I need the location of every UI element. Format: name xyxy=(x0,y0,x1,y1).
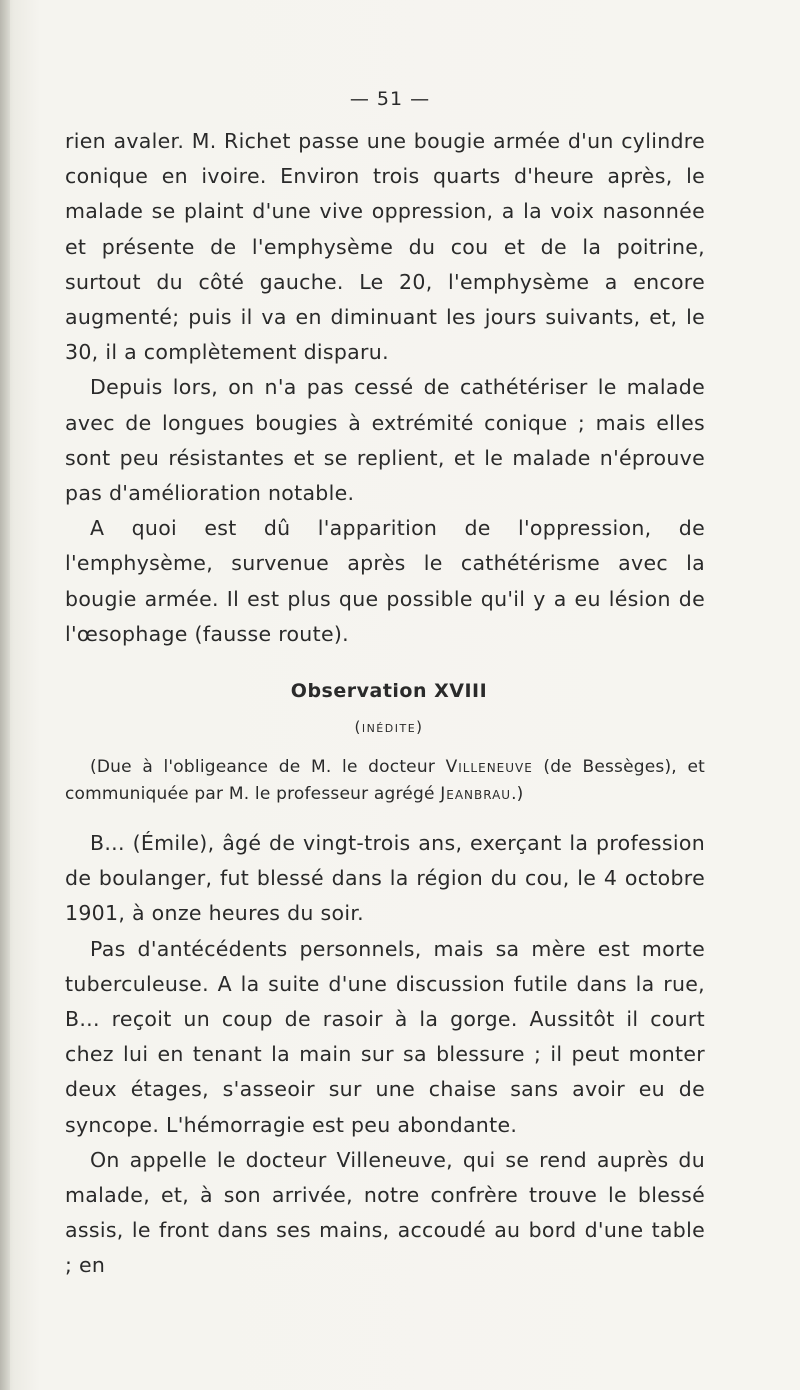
note-text-2: (de Bessèges), et communiquée par M. le professeur agrégé xyxy=(65,757,705,805)
paragraph-cathetersim: Depuis lors, on n'a pas cessé de cathétériser le malade avec de longues bougies à extrémité conique ; mais elles sont peu résistantes et se replient, et le malade n'éprouve pas d'amélioration notable. xyxy=(65,375,705,506)
note-text-1: (Due à l'obligeance de M. le docteur xyxy=(90,757,446,778)
page-spine-shadow xyxy=(0,0,10,1390)
paragraph-history: Pas d'antécédents personnels, mais sa mère est morte tuberculeuse. A la suite d'une discussion futile dans la rue, B... reçoit un coup de rasoir à la gorge. Aussitôt il court chez lui en tenant la main sur sa blessure ; il peut monter deux étages, s'asseoir sur une chaise sans avoir eu de syncope. L'hémorragie est peu abondante. xyxy=(65,936,705,1137)
observation-subtitle: (inédite) xyxy=(354,718,424,737)
note-name-jeanbrau: Jeanbrau xyxy=(440,784,512,805)
paragraph-emphysema-cause: A quoi est dû l'apparition de l'oppression, de l'emphysème, survenue après le cathétérisme avec la bougie armée. Il est plus que possible qu'il y a eu lésion de l'œsophage (fausse route). xyxy=(65,516,705,646)
note-text-3: .) xyxy=(511,784,524,805)
page-content xyxy=(65,88,705,1284)
page-number: — 51 — xyxy=(349,88,431,110)
note-name-villeneuve: Villeneuve xyxy=(445,757,533,778)
paragraph-continuation: rien avaler. M. Richet passe une bougie armée d'un cylindre conique en ivoire. Environ trois quarts d'heure après, le malade se plaint d'une vive oppression, a la voix nasonnée et présente de l'emphysème du cou et de la poitrine, surtout du côté gauche. Le 20, l'emphysème a encore augmenté; puis il va en diminuant les jours suivants, et, le 30, il a complètement disparu. xyxy=(65,129,705,365)
paragraph-doctor-arrival: On appelle le docteur Villeneuve, qui se rend auprès du malade, et, à son arrivée, notre confrère trouve le blessé assis, le front dans ses mains, accoudé au bord d'une table ; en xyxy=(65,1147,705,1278)
paragraph-patient-intro: B... (Émile), âgé de vingt-trois ans, exerçant la profession de boulanger, fut blessé dans la région du cou, le 4 octobre 1901, à onze heures du soir. xyxy=(65,831,705,926)
observation-title: Observation XVIII xyxy=(290,680,488,703)
observation-credit-note xyxy=(65,754,705,808)
spacer xyxy=(65,808,705,826)
